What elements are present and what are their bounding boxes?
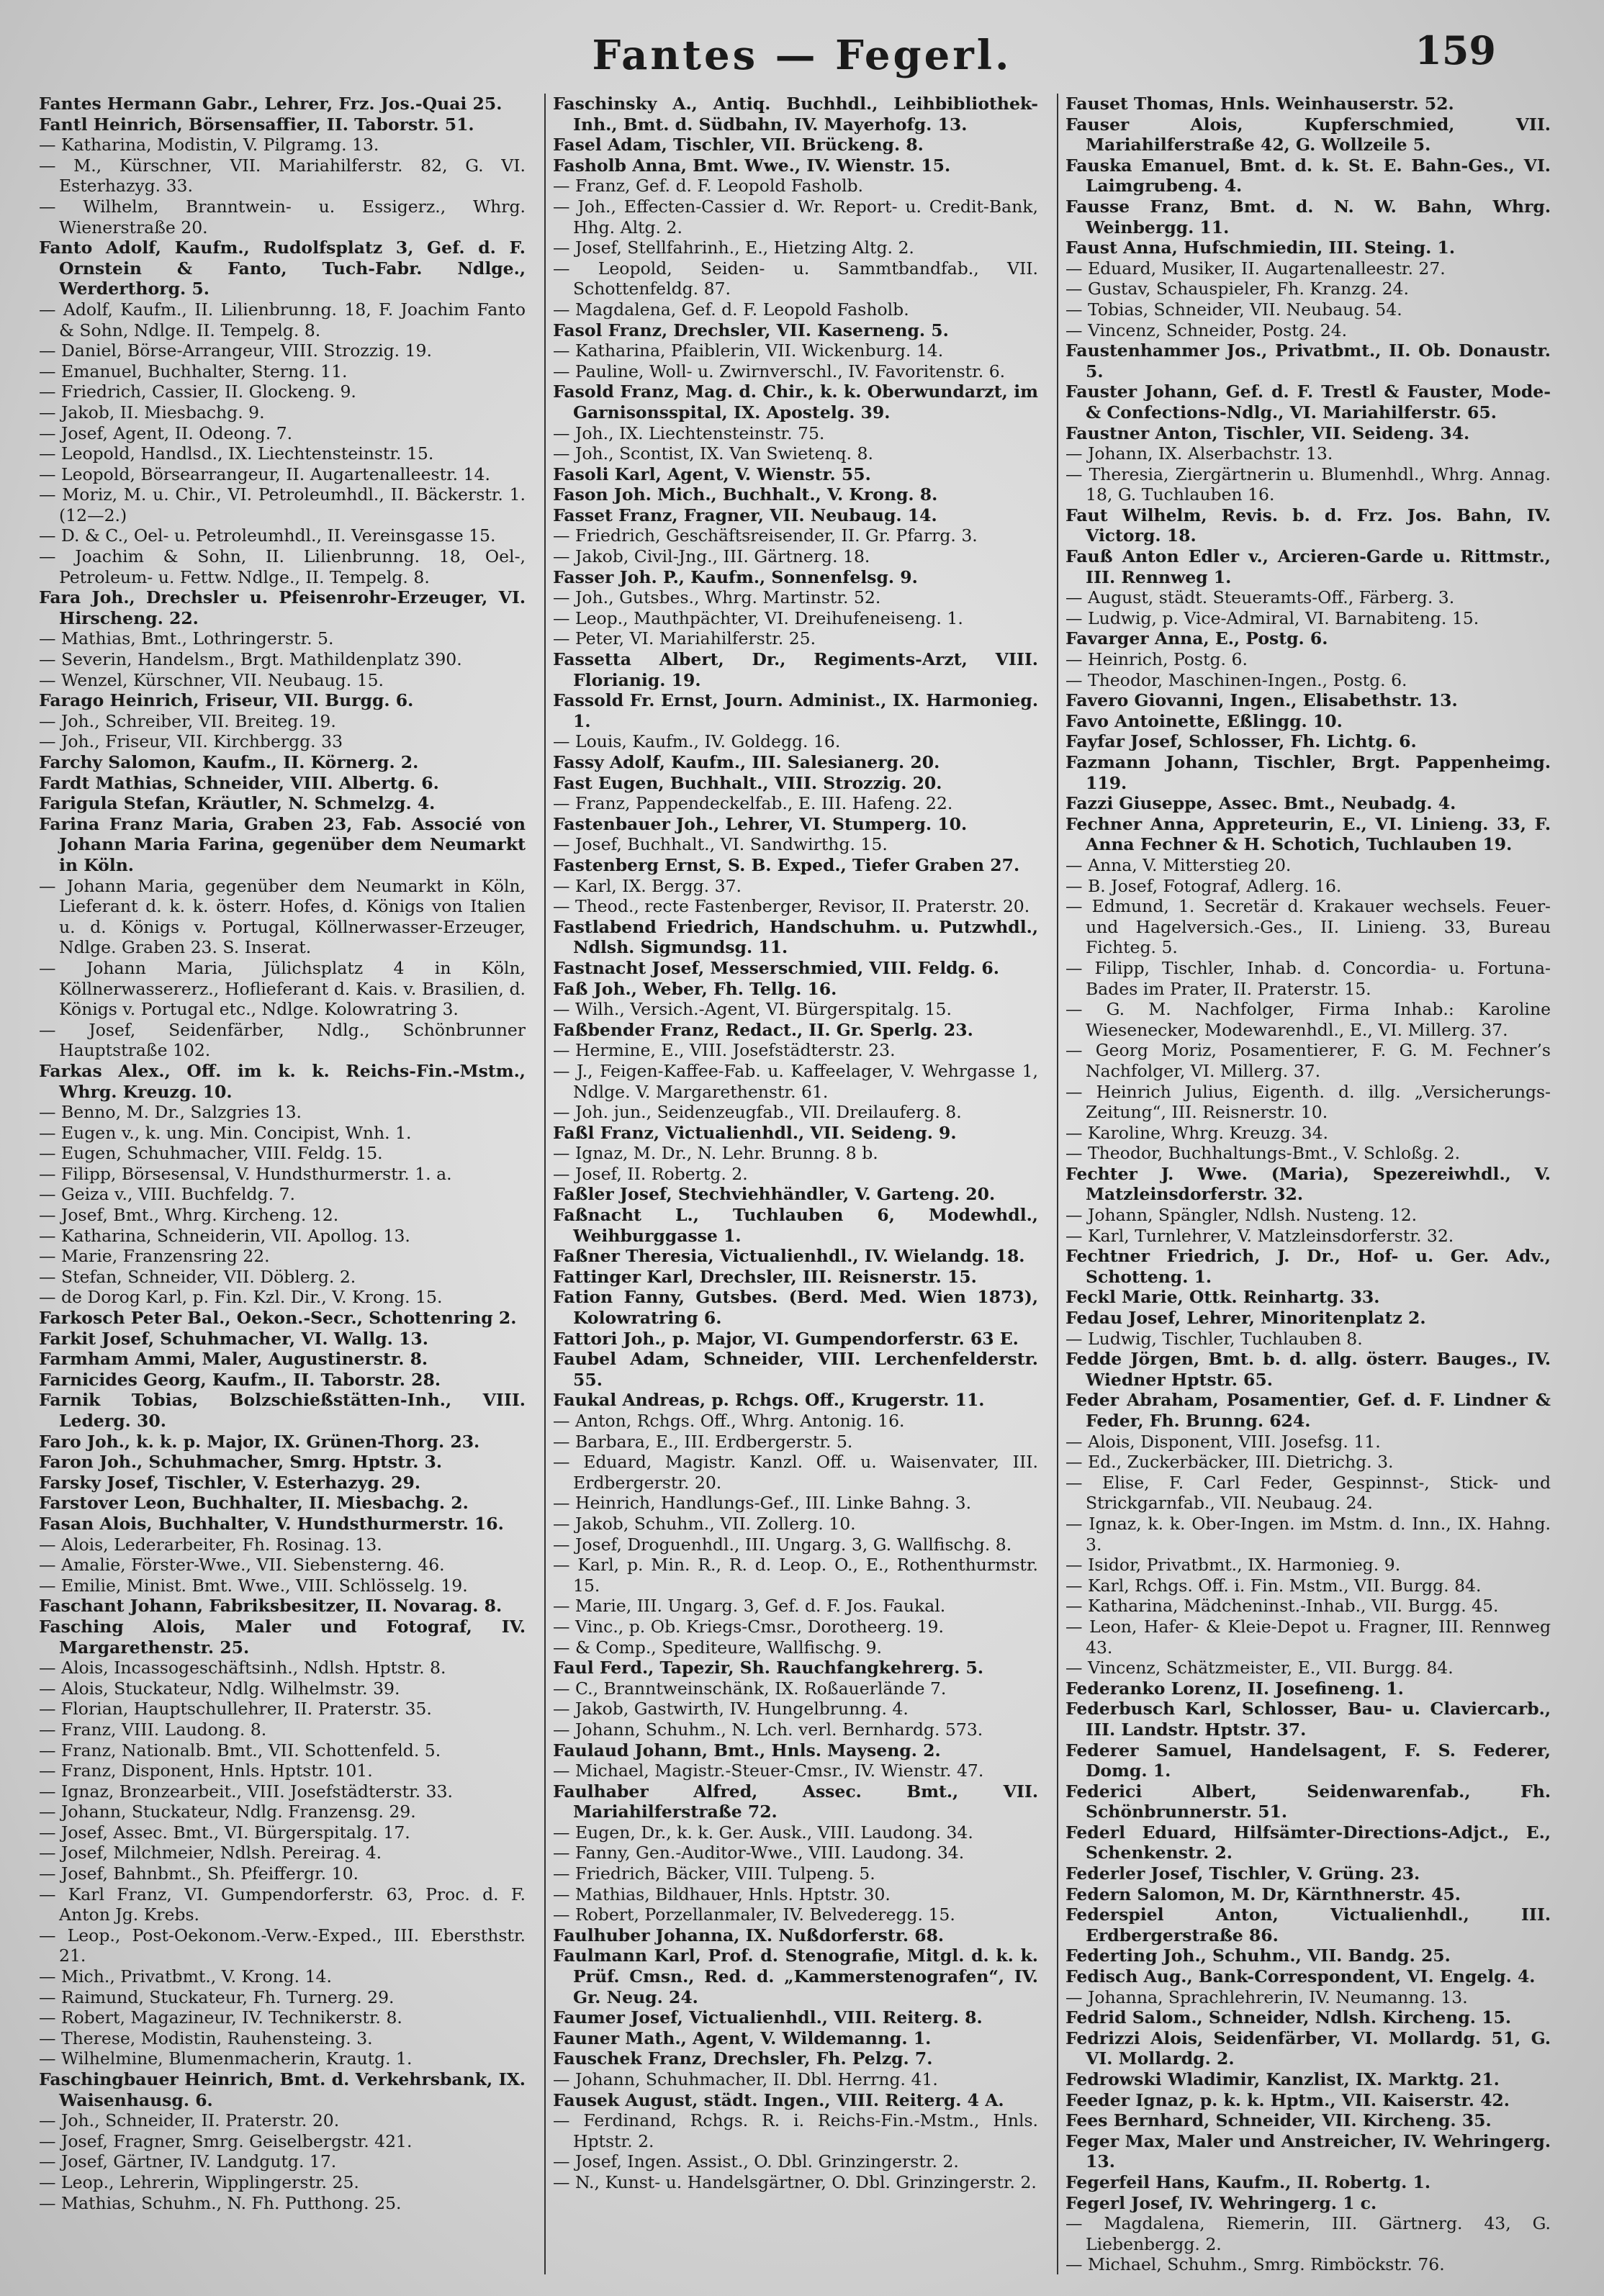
directory-entry: — Marie, Franzensring 22. <box>39 1246 270 1267</box>
directory-entry: — Florian, Hauptschullehrer, II. Praterstr. 35. <box>39 1699 432 1719</box>
directory-entry: — Therese, Modistin, Rauhensteing. 3. <box>39 2028 373 2048</box>
directory-entry: Faßner Theresia, Victualienhdl., IV. Wielandg. 18. <box>553 1246 1025 1267</box>
directory-entry: Fasan Alois, Buchhalter, V. Hundsthurmerstr. 16. <box>39 1513 504 1534</box>
directory-entry: Fassy Adolf, Kaufm., III. Salesianerg. 20. <box>553 752 940 772</box>
directory-entry: Favarger Anna, E., Postg. 6. <box>1065 628 1328 649</box>
directory-entry: — Ignaz, M. Dr., N. Lehr. Brunng. 8 b. <box>553 1143 878 1164</box>
directory-entry: — Karl, IX. Bergg. 37. <box>553 875 742 896</box>
directory-entry: Fasol Franz, Drechsler, VII. Kaserneng. 5. <box>553 320 949 340</box>
directory-entry: — Josef, II. Robertg. 2. <box>553 1163 748 1184</box>
directory-entry: — Karl Franz, VI. Gumpendorferstr. 63, Proc. d. F. Anton Jg. Krebs. <box>39 1884 526 1925</box>
directory-entry: — B. Josef, Fotograf, Adlerg. 16. <box>1065 875 1342 896</box>
directory-entry: — Tobias, Schneider, VII. Neubaug. 54. <box>1065 299 1402 320</box>
directory-entry: Federanko Lorenz, II. Josefineng. 1. <box>1065 1678 1404 1699</box>
directory-entry: Fantes Hermann Gabr., Lehrer, Frz. Jos.-Quai 25. <box>39 94 503 114</box>
directory-entry: Feckl Marie, Ottk. Reinhartg. 33. <box>1065 1287 1380 1308</box>
directory-entry: Fedrid Salom., Schneider, Ndlsh. Kircheng. 15. <box>1065 2007 1512 2028</box>
directory-entry: Farkit Josef, Schuhmacher, VI. Wallg. 13. <box>39 1328 428 1349</box>
directory-entry: — Daniel, Börse-Arrangeur, VIII. Strozzig. 19. <box>39 340 432 361</box>
directory-entry: — Magdalena, Gef. d. F. Leopold Fasholb. <box>553 299 909 320</box>
directory-entry: — Leon, Hafer- & Kleie-Depot u. Fragner, III. Rennweg 43. <box>1065 1616 1551 1658</box>
directory-entry: — J., Feigen-Kaffee-Fab. u. Kaffeelager, V. Wehrgasse 1, Ndlge. V. Margarethenstr. 61. <box>553 1060 1038 1102</box>
directory-entry: Faschant Johann, Fabriksbesitzer, II. Novarag. 8. <box>39 1596 503 1617</box>
directory-entry: Favo Antoinette, Eßlingg. 10. <box>1065 710 1343 731</box>
page-number: 159 <box>1415 27 1496 73</box>
directory-entry: — Raimund, Stuckateur, Fh. Turnerg. 29. <box>39 1987 395 2007</box>
directory-entry: — Jakob, II. Miesbachg. 9. <box>39 402 265 422</box>
directory-entry: — Ignaz, Bronzearbeit., VIII. Josefstädterstr. 33. <box>39 1781 454 1802</box>
directory-entry: Fasching Alois, Maler und Fotograf, IV. Margarethenstr. 25. <box>39 1616 526 1658</box>
directory-entry: — & Comp., Spediteure, Wallfischg. 9. <box>553 1637 882 1658</box>
directory-entry: Faul Ferd., Tapezir, Sh. Rauchfangkehrerg. 5. <box>553 1658 984 1678</box>
directory-entry: Faust Anna, Hufschmiedin, III. Steing. 1. <box>1065 238 1456 258</box>
directory-entry: Fechtner Friedrich, J. Dr., Hof- u. Ger. Adv., Schotteng. 1. <box>1065 1246 1551 1287</box>
directory-entry: Fauschek Franz, Drechsler, Fh. Pelzg. 7. <box>553 2048 933 2069</box>
directory-entry: Farstover Leon, Buchhalter, II. Miesbachg. 2. <box>39 1493 469 1514</box>
directory-entry: Fauser Alois, Kupferschmied, VII. Mariahilferstraße 42, G. Wollzeile 5. <box>1065 114 1551 155</box>
directory-entry: — Elise, F. Carl Feder, Gespinnst-, Stick- und Strickgarnfab., VII. Neubaug. 24. <box>1065 1472 1551 1514</box>
directory-entry: — Friedrich, Geschäftsreisender, II. Gr. Pfarrg. 3. <box>553 525 978 546</box>
directory-entry: — D. & C., Oel- u. Petroleumhdl., II. Vereinsgasse 15. <box>39 525 496 546</box>
directory-entry: Fasel Adam, Tischler, VII. Brückeng. 8. <box>553 135 924 155</box>
directory-entry: Fayfar Josef, Schlosser, Fh. Lichtg. 6. <box>1065 731 1417 752</box>
directory-entry: — Mathias, Bmt., Lothringerstr. 5. <box>39 628 334 649</box>
directory-entry: — Wenzel, Kürschner, VII. Neubaug. 15. <box>39 669 384 690</box>
directory-entry: — Anna, V. Mitterstieg 20. <box>1065 854 1292 875</box>
directory-entry: Feeder Ignaz, p. k. k. Hptm., VII. Kaiserstr. 42. <box>1065 2089 1510 2110</box>
directory-entry: — Alois, Disponent, VIII. Josefsg. 11. <box>1065 1431 1381 1452</box>
directory-entry: — Benno, M. Dr., Salzgries 13. <box>39 1102 302 1123</box>
directory-entry: — Johann, Stuckateur, Ndlg. Franzensg. 29. <box>39 1802 416 1822</box>
directory-entry: Faron Joh., Schuhmacher, Smrg. Hptstr. 3. <box>39 1452 443 1473</box>
directory-entry: — Johann, Spängler, Ndlsh. Nusteng. 12. <box>1065 1205 1418 1226</box>
directory-entry: — Mathias, Schuhm., N. Fh. Putthong. 25. <box>39 2192 402 2213</box>
directory-entry: — Josef, Seidenfärber, Ndlg., Schönbrunner Hauptstraße 102. <box>39 1019 526 1061</box>
directory-entry: — Katharina, Modistin, V. Pilgramg. 13. <box>39 135 379 155</box>
directory-entry: — Friedrich, Bäcker, VIII. Tulpeng. 5. <box>553 1863 875 1884</box>
directory-entry: — M., Kürschner, VII. Mariahilferstr. 82, G. VI. Esterhazyg. 33. <box>39 155 526 196</box>
directory-entry: Federbusch Karl, Schlosser, Bau- u. Claviercarb., III. Landstr. Hptstr. 37. <box>1065 1699 1551 1740</box>
directory-entry: Faßler Josef, Stechviehhändler, V. Garteng. 20. <box>553 1184 996 1205</box>
directory-entry: — Johanna, Sprachlehrerin, IV. Neumanng. 13. <box>1065 1987 1468 2007</box>
directory-entry: Feger Max, Maler und Anstreicher, IV. Wehringerg. 13. <box>1065 2130 1551 2172</box>
directory-entry: — Peter, VI. Mariahilferstr. 25. <box>553 628 816 649</box>
directory-entry: — Franz, Gef. d. F. Leopold Fasholb. <box>553 176 863 196</box>
directory-entry: Fasholb Anna, Bmt. Wwe., IV. Wienstr. 15. <box>553 155 951 176</box>
directory-entry: Favero Giovanni, Ingen., Elisabethstr. 13. <box>1065 690 1458 711</box>
directory-entry: — Joh., Scontist, IX. Van Swietenq. 8. <box>553 443 873 464</box>
directory-entry: Fastnacht Josef, Messerschmied, VIII. Feldg. 6. <box>553 957 999 978</box>
directory-entry: Faustenhammer Jos., Privatbmt., II. Ob. Donaustr. 5. <box>1065 340 1551 381</box>
directory-entry: — Johann, Schuhmacher, II. Dbl. Herrng. 41. <box>553 2069 938 2089</box>
directory-entry: — Joh., Friseur, VII. Kirchbergg. 33 <box>39 731 343 752</box>
page-header <box>0 19 1604 79</box>
directory-entry: — Emilie, Minist. Bmt. Wwe., VIII. Schlösselg. 19. <box>39 1575 468 1596</box>
directory-entry: Fantl Heinrich, Börsensaffier, II. Taborstr. 51. <box>39 114 474 135</box>
directory-entry: — Robert, Magazineur, IV. Technikerstr. 8. <box>39 2007 402 2028</box>
directory-entry: Fazmann Johann, Tischler, Brgt. Pappenheimg. 119. <box>1065 752 1551 793</box>
column-left <box>32 94 533 2274</box>
directory-entry: Fasset Franz, Fragner, VII. Neubaug. 14. <box>553 505 937 525</box>
directory-entry: Farchy Salomon, Kaufm., II. Körnerg. 2. <box>39 752 419 772</box>
directory-entry: Fazzi Giuseppe, Assec. Bmt., Neubadg. 4. <box>1065 793 1456 814</box>
directory-entry: — Theresia, Ziergärtnerin u. Blumenhdl., Whrg. Annag. 18, G. Tuchlauben 16. <box>1065 464 1551 505</box>
directory-entry: — Emanuel, Buchhalter, Sterng. 11. <box>39 361 348 381</box>
directory-entry: Faßnacht L., Tuchlauben 6, Modewhdl., Weihburggasse 1. <box>553 1205 1038 1246</box>
directory-entry: — Friedrich, Cassier, II. Glockeng. 9. <box>39 381 356 402</box>
directory-entry: — Joh., Schneider, II. Praterstr. 20. <box>39 2110 340 2131</box>
directory-entry: Faulhuber Johanna, IX. Nußdorferstr. 68. <box>553 1925 945 1945</box>
directory-entry: — Leop., Lehrerin, Wipplingerstr. 25. <box>39 2171 359 2192</box>
directory-entry: Fason Joh. Mich., Buchhalt., V. Krong. 8. <box>553 484 938 505</box>
directory-entry: — Ferdinand, Rchgs. R. i. Reichs-Fin.-Mstm., Hnls. Hptstr. 2. <box>553 2110 1038 2151</box>
directory-entry: — Josef, Agent, II. Odeong. 7. <box>39 422 293 443</box>
directory-entry: — Robert, Porzellanmaler, IV. Belvederegg. 15. <box>553 1904 955 1925</box>
directory-entry: — Johann Maria, Jülichsplatz 4 in Köln, Köllnerwassererz., Hoflieferant d. Kais. v. Brasilien, d. Königs v. Portugal etc., Ndlge. Kolowratring 3. <box>39 957 526 1020</box>
directory-entry: Fechner Anna, Appreteurin, E., VI. Linieng. 33, F. Anna Fechner & H. Schotich, Tuchlauben 19. <box>1065 813 1551 855</box>
directory-entry: — Isidor, Privatbmt., IX. Harmonieg. 9. <box>1065 1555 1401 1576</box>
directory-entry: Federspiel Anton, Victualienhdl., III. Erdbergerstraße 86. <box>1065 1904 1551 1945</box>
directory-entry: Farnik Tobias, Bolzschießstätten-Inh., VIII. Lederg. 30. <box>39 1390 526 1431</box>
directory-entry: — Alois, Incassogeschäftsinh., Ndlsh. Hptstr. 8. <box>39 1658 446 1678</box>
directory-entry: — Hermine, E., VIII. Josefstädterstr. 23. <box>553 1040 896 1061</box>
directory-entry: — Franz, VIII. Laudong. 8. <box>39 1719 267 1740</box>
directory-entry: — Geiza v., VIII. Buchfeldg. 7. <box>39 1184 295 1205</box>
directory-entry: — Ludwig, Tischler, Tuchlauben 8. <box>1065 1328 1363 1349</box>
directory-entry: Federer Samuel, Handelsagent, F. S. Federer, Domg. 1. <box>1065 1740 1551 1781</box>
directory-entry: — Eduard, Musiker, II. Augartenalleestr. 27. <box>1065 258 1446 279</box>
directory-entry: Fausek August, städt. Ingen., VIII. Reiterg. 4 A. <box>553 2089 1004 2110</box>
directory-entry: Fasser Joh. P., Kaufm., Sonnenfelsg. 9. <box>553 566 918 587</box>
directory-entry: — Wilhelmine, Blumenmacherin, Krautg. 1. <box>39 2048 413 2069</box>
running-head: Fantes — Fegerl. <box>592 32 1012 79</box>
directory-entry: Faumer Josef, Victualienhdl., VIII. Reiterg. 8. <box>553 2007 983 2028</box>
directory-entry: Federn Salomon, M. Dr, Kärnthnerstr. 45. <box>1065 1884 1461 1904</box>
directory-entry: — Heinrich Julius, Eigenth. d. illg. „Versicherungs-Zeitung“, III. Reisnerstr. 10. <box>1065 1081 1551 1123</box>
directory-entry: — N., Kunst- u. Handelsgärtner, O. Dbl. Grinzingerstr. 2. <box>553 2171 1037 2192</box>
directory-entry: — Josef, Bmt., Whrg. Kircheng. 12. <box>39 1205 339 1226</box>
directory-entry: Fattori Joh., p. Major, VI. Gumpendorferstr. 63 E. <box>553 1328 1019 1349</box>
directory-entry: — Jakob, Gastwirth, IV. Hungelbrunng. 4. <box>553 1699 909 1719</box>
directory-entry: Farigula Stefan, Kräutler, N. Schmelzg. 4. <box>39 793 436 814</box>
directory-entry: — G. M. Nachfolger, Firma Inhab.: Karoline Wiesenecker, Modewarenhdl., E., VI. Millerg. 37. <box>1065 999 1551 1040</box>
directory-entry: — Edmund, 1. Secretär d. Krakauer wechsels. Feuer- und Hagelversich.-Ges., II. Linieng. 33, Bureau Fichteg. 5. <box>1065 896 1551 958</box>
directory-entry: Faschingbauer Heinrich, Bmt. d. Verkehrsbank, IX. Waisenhausg. 6. <box>39 2069 526 2110</box>
directory-entry: — Alois, Stuckateur, Ndlg. Wilhelmstr. 39. <box>39 1678 400 1699</box>
directory-entry: Fees Bernhard, Schneider, VII. Kircheng. 35. <box>1065 2110 1492 2131</box>
directory-entry: — Joh., Gutsbes., Whrg. Martinstr. 52. <box>553 587 881 608</box>
directory-entry: Fauska Emanuel, Bmt. d. k. St. E. Bahn-Ges., VI. Laimgrubeng. 4. <box>1065 155 1551 196</box>
directory-entry: — Heinrich, Postg. 6. <box>1065 649 1248 670</box>
directory-entry: Fauset Thomas, Hnls. Weinhauserstr. 52. <box>1065 94 1454 114</box>
directory-entry: — Johann, IX. Alserbachstr. 13. <box>1065 443 1333 464</box>
directory-entry: — Amalie, Förster-Wwe., VII. Siebensterng. 46. <box>39 1555 445 1576</box>
directory-entry: — Theodor, Buchhaltungs-Bmt., V. Schloßg. 2. <box>1065 1143 1461 1164</box>
directory-entry: — Louis, Kaufm., IV. Goldegg. 16. <box>553 731 841 752</box>
directory-entry: Fassetta Albert, Dr., Regiments-Arzt, VIII. Florianig. 19. <box>553 649 1038 690</box>
directory-entry: Federting Joh., Schuhm., VII. Bandg. 25. <box>1065 1945 1451 1966</box>
directory-entry: — Mich., Privatbmt., V. Krong. 14. <box>39 1966 332 1987</box>
directory-entry: — Joh., Schreiber, VII. Breiteg. 19. <box>39 710 336 731</box>
directory-entry: Farina Franz Maria, Graben 23, Fab. Associé von Johann Maria Farina, gegenüber dem Neumarkt in Köln. <box>39 813 526 875</box>
directory-entry: Farkosch Peter Bal., Oekon.-Secr., Schottenring 2. <box>39 1308 517 1329</box>
directory-entry: Faßbender Franz, Redact., II. Gr. Sperlg. 23. <box>553 1019 973 1040</box>
directory-entry: Fattinger Karl, Drechsler, III. Reisnerstr. 15. <box>553 1266 977 1287</box>
directory-entry: Fastlabend Friedrich, Handschuhm. u. Putzwhdl., Ndlsh. Sigmundsg. 11. <box>553 916 1038 958</box>
directory-entry: — Adolf, Kaufm., II. Lilienbrunng. 18, F. Joachim Fanto & Sohn, Ndlge. II. Tempelg. 8. <box>39 299 526 340</box>
directory-entry: Federici Albert, Seidenwarenfab., Fh. Schönbrunnerstr. 51. <box>1065 1781 1551 1822</box>
directory-entry: Faulhaber Alfred, Assec. Bmt., VII. Mariahilferstraße 72. <box>553 1781 1038 1822</box>
directory-entry: — de Dorog Karl, p. Fin. Kzl. Dir., V. Krong. 15. <box>39 1287 443 1308</box>
directory-entry: Fedrizzi Alois, Seidenfärber, VI. Mollardg. 51, G. VI. Mollardg. 2. <box>1065 2028 1551 2069</box>
directory-entry: Fauß Anton Edler v., Arcieren-Garde u. Rittmstr., III. Rennweg 1. <box>1065 546 1551 587</box>
directory-entry: — Vincenz, Schneider, Postg. 24. <box>1065 320 1348 340</box>
directory-entry: — Severin, Handelsm., Brgt. Mathildenplatz 390. <box>39 649 462 670</box>
directory-entry: Faukal Andreas, p. Rchgs. Off., Krugerstr. 11. <box>553 1390 985 1411</box>
directory-entry: — Pauline, Woll- u. Zwirnverschl., IV. Favoritenstr. 6. <box>553 361 1006 381</box>
directory-entry: — Katharina, Mädcheninst.-Inhab., VII. Burgg. 45. <box>1065 1596 1499 1617</box>
directory-entry: — Ignaz, k. k. Ober-Ingen. im Mstm. d. Inn., IX. Hahng. 3. <box>1065 1513 1551 1555</box>
directory-entry: Faut Wilhelm, Revis. b. d. Frz. Jos. Bahn, IV. Victorg. 18. <box>1065 505 1551 546</box>
directory-entry: — Karl, Rchgs. Off. i. Fin. Mstm., VII. Burgg. 84. <box>1065 1575 1482 1596</box>
directory-entry: Faro Joh., k. k. p. Major, IX. Grünen-Thorg. 23. <box>39 1431 480 1452</box>
directory-entry: — C., Branntweinschänk, IX. Roßauerlände 7. <box>553 1678 947 1699</box>
directory-entry: Fedisch Aug., Bank-Correspondent, VI. Engelg. 4. <box>1065 1966 1536 1987</box>
directory-entry: Faubel Adam, Schneider, VIII. Lerchenfelderstr. 55. <box>553 1349 1038 1390</box>
directory-entry: Farnicides Georg, Kaufm., II. Taborstr. 28. <box>39 1369 441 1390</box>
directory-entry: — Franz, Disponent, Hnls. Hptstr. 101. <box>39 1761 373 1781</box>
directory-entry: — Katharina, Pfaiblerin, VII. Wickenburg. 14. <box>553 340 944 361</box>
directory-entry: Fassold Fr. Ernst, Journ. Administ., IX. Harmonieg. 1. <box>553 690 1038 731</box>
directory-entry: Faustner Anton, Tischler, VII. Seideng. 34. <box>1065 422 1470 443</box>
directory-entry: — Eugen, Dr., k. k. Ger. Ausk., VIII. Laudong. 34. <box>553 1822 973 1843</box>
directory-entry: Fegerl Josef, IV. Wehringerg. 1 c. <box>1065 2192 1377 2213</box>
directory-entry: — Leopold, Handlsd., IX. Liechtensteinstr. 15. <box>39 443 434 464</box>
directory-entry: — Leop., Post-Oekonom.-Verw.-Exped., III. Ebersthstr. 21. <box>39 1925 526 1966</box>
directory-entry: — Joh., IX. Liechtensteinstr. 75. <box>553 422 825 443</box>
directory-entry: — Josef, Droguenhdl., III. Ungarg. 3, G. Wallfischg. 8. <box>553 1534 1012 1555</box>
directory-entry: Fedau Josef, Lehrer, Minoritenplatz 2. <box>1065 1308 1426 1329</box>
directory-entry: — Josef, Buchhalt., VI. Sandwirthg. 15. <box>553 834 888 855</box>
directory-entry: — Johann Maria, gegenüber dem Neumarkt in Köln, Lieferant d. k. k. österr. Hofes, d. Königs von Italien u. d. Königs v. Portugal, Köllnerwasser-Erzeuger, Ndlge. Graben 23. S. Inserat. <box>39 875 526 958</box>
directory-entry: Fauster Johann, Gef. d. F. Trestl & Fauster, Mode- & Confections-Ndlg., VI. Mariahilferstr. 65. <box>1065 381 1551 422</box>
directory-entry: — Karl, Turnlehrer, V. Matzleinsdorferstr. 32. <box>1065 1225 1454 1246</box>
directory-entry: — Josef, Fragner, Smrg. Geiselbergstr. 421. <box>39 2130 413 2151</box>
directory-entry: Fast Eugen, Buchhalt., VIII. Strozzig. 20. <box>553 772 942 793</box>
directory-entry: — Joh. jun., Seidenzeugfab., VII. Dreilauferg. 8. <box>553 1102 962 1123</box>
directory-entry: Fardt Mathias, Schneider, VIII. Albertg. 6. <box>39 772 439 793</box>
directory-entry: — Josef, Bahnbmt., Sh. Pfeiffergr. 10. <box>39 1863 359 1884</box>
directory-entry: Fastenberg Ernst, S. B. Exped., Tiefer Graben 27. <box>553 854 1020 875</box>
directory-entry: — Josef, Ingen. Assist., O. Dbl. Grinzingerstr. 2. <box>553 2151 959 2172</box>
directory-entry: Fasoli Karl, Agent, V. Wienstr. 55. <box>553 464 871 484</box>
directory-entry: — Franz, Nationalb. Bmt., VII. Schottenfeld. 5. <box>39 1740 441 1761</box>
directory-entry: Faulaud Johann, Bmt., Hnls. Mayseng. 2. <box>553 1740 941 1761</box>
directory-entry: — Eugen v., k. ung. Min. Concipist, Wnh. 1. <box>39 1122 412 1143</box>
directory-entry: Faß Joh., Weber, Fh. Tellg. 16. <box>553 978 837 999</box>
directory-entry: Feder Abraham, Posamentier, Gef. d. F. Lindner & Feder, Fh. Brunng. 624. <box>1065 1390 1551 1431</box>
directory-entry: Federler Josef, Tischler, V. Grüng. 23. <box>1065 1863 1420 1884</box>
directory-entry: Farmham Ammi, Maler, Augustinerstr. 8. <box>39 1349 428 1370</box>
directory-entry: — Joachim & Sohn, II. Lilienbrunng. 18, Oel-, Petroleum- u. Fettw. Ndlge., II. Tempelg. 8. <box>39 546 526 587</box>
directory-entry: Fation Fanny, Gutsbes. (Berd. Med. Wien 1873), Kolowratring 6. <box>553 1287 1038 1329</box>
directory-entry: — Josef, Milchmeier, Ndlsh. Pereirag. 4. <box>39 1843 382 1863</box>
directory-entry: — Franz, Pappendeckelfab., E. III. Hafeng. 22. <box>553 793 953 814</box>
directory-entry: Fechter J. Wwe. (Maria), Spezereiwhdl., V. Matzleinsdorferstr. 32. <box>1065 1163 1551 1205</box>
directory-entry: Fasold Franz, Mag. d. Chir., k. k. Oberwundarzt, im Garnisonsspital, IX. Apostelg. 39. <box>553 381 1038 422</box>
directory-entry: — Vincenz, Schätzmeister, E., VII. Burgg. 84. <box>1065 1658 1454 1678</box>
directory-entry: — Heinrich, Handlungs-Gef., III. Linke Bahng. 3. <box>553 1493 972 1514</box>
directory-entry: Fauner Math., Agent, V. Wildemanng. 1. <box>553 2028 932 2048</box>
directory-entry: — Fanny, Gen.-Auditor-Wwe., VIII. Laudong. 34. <box>553 1843 965 1863</box>
directory-entry: Faßl Franz, Victualienhdl., VII. Seideng. 9. <box>553 1122 957 1143</box>
directory-entry: — Ed., Zuckerbäcker, III. Dietrichg. 3. <box>1065 1452 1394 1473</box>
directory-entry: — Gustav, Schauspieler, Fh. Kranzg. 24. <box>1065 279 1409 299</box>
directory-entry: — Filipp, Tischler, Inhab. d. Concordia- u. Fortuna-Bades im Prater, II. Praterstr. 15. <box>1065 957 1551 999</box>
directory-entry: — Joh., Effecten-Cassier d. Wr. Report- u. Credit-Bank, Hhg. Altg. 2. <box>553 196 1038 238</box>
column-middle <box>544 94 1045 2274</box>
directory-entry: Farago Heinrich, Friseur, VII. Burgg. 6. <box>39 690 414 711</box>
directory-entry: — Josef, Gärtner, IV. Landgutg. 17. <box>39 2151 337 2172</box>
directory-entry: — Barbara, E., III. Erdbergerstr. 5. <box>553 1431 853 1452</box>
directory-entry: — Alois, Lederarbeiter, Fh. Rosinag. 13. <box>39 1534 382 1555</box>
directory-entry: — Vinc., p. Ob. Kriegs-Cmsr., Dorotheerg. 19. <box>553 1616 944 1637</box>
directory-entry: — Filipp, Börsesensal, V. Hundsthurmerstr. 1. a. <box>39 1163 452 1184</box>
directory-entry: — Georg Moriz, Posamentierer, F. G. M. Fechner’s Nachfolger, VI. Millerg. 37. <box>1065 1040 1551 1081</box>
directory-entry: Fegerfeil Hans, Kaufm., II. Robertg. 1. <box>1065 2171 1431 2192</box>
directory-entry: — Josef, Assec. Bmt., VI. Bürgerspitalg. 17. <box>39 1822 410 1843</box>
directory-entry: Federl Eduard, Hilfsämter-Directions-Adjct., E., Schenkenstr. 2. <box>1065 1822 1551 1863</box>
directory-entry: — Michael, Magistr.-Steuer-Cmsr., IV. Wienstr. 47. <box>553 1761 984 1781</box>
directory-entry: — Leopold, Börsearrangeur, II. Augartenalleestr. 14. <box>39 464 490 484</box>
directory-entry: — Leop., Mauthpächter, VI. Dreihufeneiseng. 1. <box>553 607 963 628</box>
directory-entry: — Marie, III. Ungarg. 3, Gef. d. F. Jos. Faukal. <box>553 1596 946 1617</box>
directory-entry: Fedrowski Wladimir, Kanzlist, IX. Marktg. 21. <box>1065 2069 1500 2089</box>
directory-entry: — Johann, Schuhm., N. Lch. verl. Bernhardg. 573. <box>553 1719 983 1740</box>
directory-entry: — Karoline, Whrg. Kreuzg. 34. <box>1065 1122 1329 1143</box>
directory-entry: — Theodor, Maschinen-Ingen., Postg. 6. <box>1065 669 1407 690</box>
directory-entry: — Eugen, Schuhmacher, VIII. Feldg. 15. <box>39 1143 383 1164</box>
directory-entry: — Theod., recte Fastenberger, Revisor, II. Praterstr. 20. <box>553 896 1030 917</box>
directory-entry: Fedde Jörgen, Bmt. b. d. allg. österr. Bauges., IV. Wiedner Hptstr. 65. <box>1065 1349 1551 1390</box>
directory-entry: — Jakob, Schuhm., VII. Zollerg. 10. <box>553 1513 856 1534</box>
directory-entry: — Karl, p. Min. R., R. d. Leop. O., E., Rothenthurmstr. 15. <box>553 1555 1038 1596</box>
column-right <box>1057 94 1558 2274</box>
directory-entry: — Stefan, Schneider, VII. Döblerg. 2. <box>39 1266 356 1287</box>
directory-entry: — Mathias, Bildhauer, Hnls. Hptstr. 30. <box>553 1884 891 1904</box>
directory-entry: — Katharina, Schneiderin, VII. Apollog. 13. <box>39 1225 410 1246</box>
directory-entry: Fastenbauer Joh., Lehrer, VI. Stumperg. 10. <box>553 813 968 834</box>
directory-entry: Fanto Adolf, Kaufm., Rudolfsplatz 3, Gef. d. F. Ornstein & Fanto, Tuch-Fabr. Ndlge., Werderthorg. 5. <box>39 238 526 299</box>
directory-entry: — Michael, Schuhm., Smrg. Rimböckstr. 76. <box>1065 2254 1445 2274</box>
directory-entry: — Ludwig, p. Vice-Admiral, VI. Barnabiteng. 15. <box>1065 607 1479 628</box>
directory-entry: Fausse Franz, Bmt. d. N. W. Bahn, Whrg. Weinbergg. 11. <box>1065 196 1551 238</box>
directory-entry: — August, städt. Steueramts-Off., Färberg. 3. <box>1065 587 1455 608</box>
directory-entry: Faulmann Karl, Prof. d. Stenografie, Mitgl. d. k. k. Prüf. Cmsn., Red. d. „Kammerstenografen“, IV. Gr. Neug. 24. <box>553 1945 1038 2007</box>
directory-entry: — Eduard, Magistr. Kanzl. Off. u. Waisenvater, III. Erdbergerstr. 20. <box>553 1452 1038 1493</box>
directory-entry: — Anton, Rchgs. Off., Whrg. Antonig. 16. <box>553 1411 905 1431</box>
directory-entry: — Wilhelm, Branntwein- u. Essigerz., Whrg. Wienerstraße 20. <box>39 196 526 238</box>
directory-entry: Farkas Alex., Off. im k. k. Reichs-Fin.-Mstm., Whrg. Kreuzg. 10. <box>39 1060 526 1102</box>
directory-entry: — Moriz, M. u. Chir., VI. Petroleumhdl., II. Bäckerstr. 1. (12—2.) <box>39 484 526 525</box>
directory-entry: — Leopold, Seiden- u. Sammtbandfab., VII. Schottenfeldg. 87. <box>553 258 1038 299</box>
directory-entry: — Wilh., Versich.-Agent, VI. Bürgerspitalg. 15. <box>553 999 952 1020</box>
directory-entry: — Magdalena, Riemerin, III. Gärtnerg. 43, G. Liebenbergg. 2. <box>1065 2213 1551 2254</box>
directory-columns <box>32 94 1558 2274</box>
directory-entry: Fara Joh., Drechsler u. Pfeisenrohr-Erzeuger, VI. Hirscheng. 22. <box>39 587 526 628</box>
directory-entry: Farsky Josef, Tischler, V. Esterhazyg. 29. <box>39 1472 421 1493</box>
directory-entry: — Jakob, Civil-Jng., III. Gärtnerg. 18. <box>553 546 870 567</box>
directory-entry: Faschinsky A., Antiq. Buchhdl., Leihbibliothek-Inh., Bmt. d. Südbahn, IV. Mayerhofg. 13. <box>553 94 1038 135</box>
directory-entry: — Josef, Stellfahrinh., E., Hietzing Altg. 2. <box>553 238 914 258</box>
